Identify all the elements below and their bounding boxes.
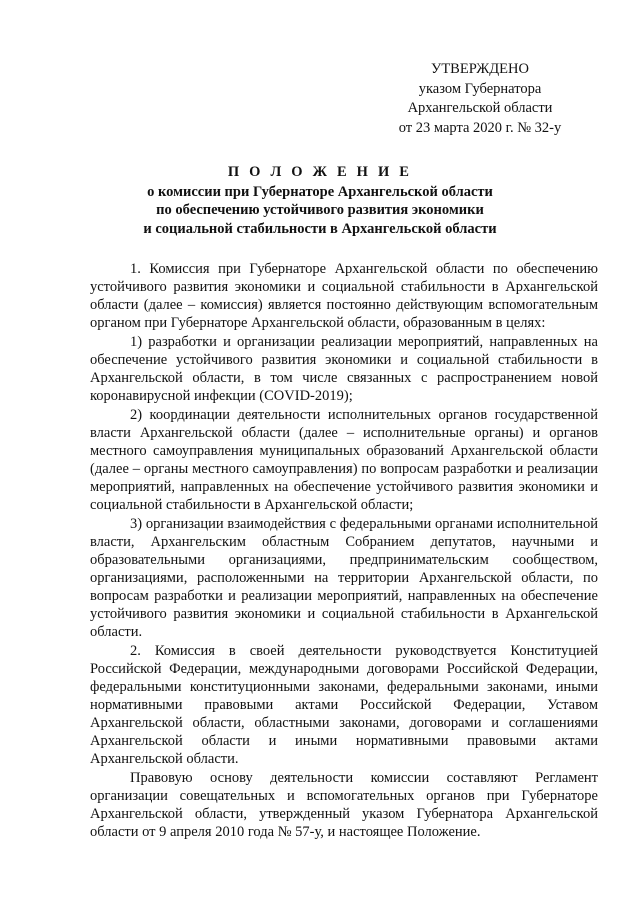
document-title: П О Л О Ж Е Н И Е [227,164,413,180]
paragraph-legal-basis: Правовую основу деятельности комиссии составляют Регламент организации совещательных и вспомогательных органов при Губернаторе Архангельской области, утвержденный указом Губернатора Архангельской области от 9 апреля 2010 года № 57-у, и настоящее Положение. [90,770,598,840]
document-subtitle-line-2: по обеспечению устойчивого развития экономики [156,202,484,218]
approval-stamp [380,60,580,138]
approval-line-approved: УТВЕРЖДЕНО [431,61,529,77]
paragraph-1: 1. Комиссия при Губернаторе Архангельской области по обеспечению устойчивого развития экономики и социальной стабильности в Архангельской области (далее – комиссия) является постоянно действующим вспомогательным органом при Губернаторе Архангельской области, образованным в целях: [90,261,598,331]
document-body [90,259,598,841]
document-heading [90,163,550,238]
paragraph-1-item-3: 3) организации взаимодействия с федеральными органами исполнительной власти, Архангельским областным Собранием депутатов, научными и образовательными организациями, предпринимательским сообществом, организациями, расположенными на территории Архангельской области, по вопросам разработки и реализации мероприятий, направленных на обеспечение устойчивого развития экономики и социальной стабильности в Архангельской области. [90,516,598,640]
approval-line-region: Архангельской области [407,100,553,116]
paragraph-1-item-1: 1) разработки и организации реализации мероприятий, направленных на обеспечение устойчивого развития экономики и социальной стабильности в Архангельской области, в том числе связанных с распространением новой коронавирусной инфекции (COVID-2019); [90,334,598,404]
approval-line-date: от 23 марта 2020 г. № 32-у [398,119,562,136]
document-subtitle-line-1: о комиссии при Губернаторе Архангельской области [147,183,493,200]
paragraph-1-item-2: 2) координации деятельности исполнительных органов государственной власти Архангельской области (далее – исполнительные органы) и органов местного самоуправления муниципальных образований Архангельской области (далее – органы местного самоуправления) по вопросам разработки и реализации мероприятий, направленных на обеспечение устойчивого развития экономики и социальной стабильности в Архангельской области; [90,407,598,513]
document-subtitle-line-3: и социальной стабильности в Архангельской области [143,220,497,237]
paragraph-2: 2. Комиссия в своей деятельности руководствуется Конституцией Российской Федерации, международными договорами Российской Федерации, федеральными конституционными законами, федеральными законами, иными нормативными правовыми актами Российской Федерации, Уставом Архангельской области, областными законами, договорами и соглашениями Архангельской области и иными нормативными правовыми актами Архангельской области. [90,643,598,767]
approval-line-decree: указом Губернатора [418,80,542,97]
